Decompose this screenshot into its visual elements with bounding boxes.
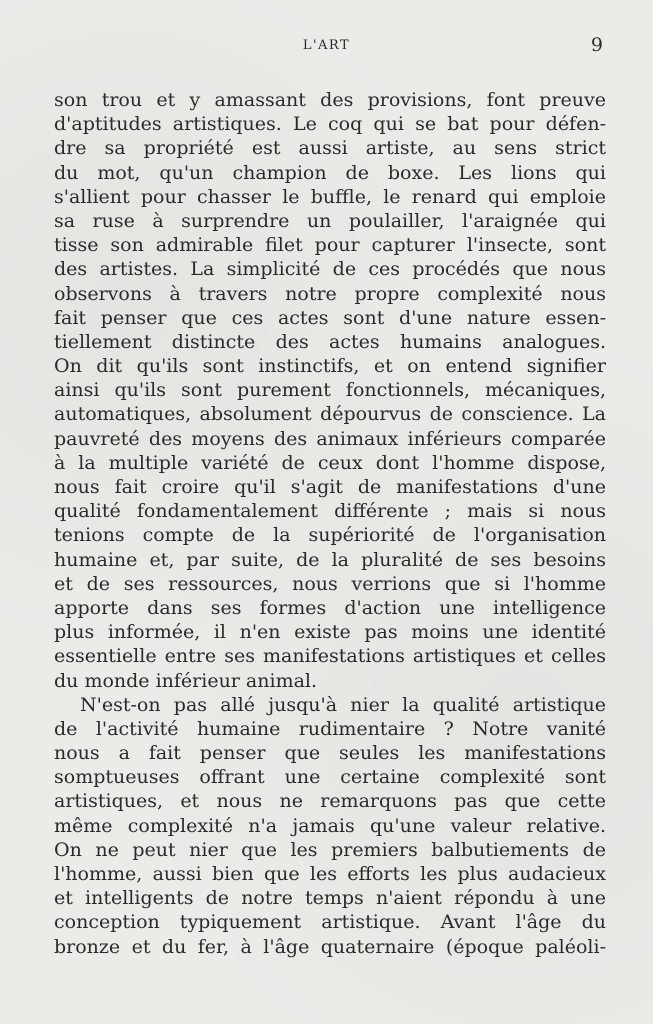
text-line: artistiques, et nous ne remarquons pas que cette bbox=[54, 790, 606, 813]
text-line: N'est-on pas allé jusqu'à nier la qualité artistique bbox=[80, 693, 606, 716]
text-line: même complexité n'a jamais qu'une valeur relative. bbox=[54, 814, 606, 837]
text-line: conception typiquement artistique. Avant l'âge du bbox=[54, 911, 606, 934]
text-line: du monde inférieur animal. bbox=[54, 669, 318, 692]
text-line: tisse son admirable filet pour capturer l'insecte, sont bbox=[54, 234, 606, 257]
text-line: tenions compte de la supériorité de l'organisation bbox=[54, 524, 606, 547]
text-line: d'aptitudes artistiques. Le coq qui se bat pour défen- bbox=[54, 113, 606, 136]
running-title: L'ART bbox=[302, 38, 351, 53]
text-line: et de ses ressources, nous verrions que si l'homme bbox=[54, 572, 606, 595]
text-line: sa ruse à surprendre un poulailler, l'araignée qui bbox=[54, 209, 606, 232]
text-line: ainsi qu'ils sont purement fonctionnels, mécaniques, bbox=[54, 379, 606, 402]
text-line: apporte dans ses formes d'action une intelligence bbox=[54, 596, 606, 619]
text-line: pauvreté des moyens des animaux inférieurs comparée bbox=[54, 427, 606, 450]
text-line: On ne peut nier que les premiers balbutiements de bbox=[54, 838, 606, 861]
text-line: somptueuses offrant une certaine complexité sont bbox=[54, 766, 606, 789]
text-line: nous fait croire qu'il s'agit de manifestations d'une bbox=[54, 476, 606, 498]
text-line: du mot, qu'un champion de boxe. Les lions qui bbox=[54, 161, 606, 184]
running-header bbox=[0, 34, 653, 58]
text-line: plus informée, il n'en existe pas moins une identité bbox=[54, 621, 606, 644]
text-line: bronze et du fer, à l'âge quaternaire (époque paléoli- bbox=[54, 935, 606, 958]
text-line: l'homme, aussi bien que les efforts les plus audacieux bbox=[54, 863, 606, 885]
text-line: à la multiple variété de ceux dont l'homme dispose, bbox=[54, 451, 606, 474]
text-line: s'allient pour chasser le buffle, le renard qui emploie bbox=[54, 185, 606, 208]
body-text bbox=[54, 88, 606, 959]
text-line: observons à travers notre propre complexité nous bbox=[54, 282, 606, 305]
text-line: dre sa propriété est aussi artiste, au sens strict bbox=[54, 137, 606, 160]
text-line: qualité fondamentalement différente ; mais si nous bbox=[54, 500, 606, 523]
text-line: nous a fait penser que seules les manifestations bbox=[54, 742, 606, 765]
text-line: fait penser que ces actes sont d'une nature essen- bbox=[54, 306, 606, 329]
text-line: On dit qu'ils sont instinctifs, et on entend signifier bbox=[54, 355, 606, 378]
text-line: des artistes. La simplicité de ces procédés que nous bbox=[54, 258, 606, 281]
text-line: automatiques, absolument dépourvus de conscience. La bbox=[54, 403, 606, 426]
text-line: son trou et y amassant des provisions, font preuve bbox=[54, 89, 606, 111]
text-line: de l'activité humaine rudimentaire ? Notre vanité bbox=[54, 717, 606, 740]
text-line: humaine et, par suite, de la pluralité de ses besoins bbox=[54, 548, 606, 571]
text-line: et intelligents de notre temps n'aient répondu à une bbox=[54, 887, 606, 910]
page-number: 9 bbox=[590, 34, 603, 56]
text-line: essentielle entre ses manifestations artistiques et celles bbox=[54, 645, 606, 668]
text-line: tiellement distincte des actes humains analogues. bbox=[54, 330, 606, 353]
